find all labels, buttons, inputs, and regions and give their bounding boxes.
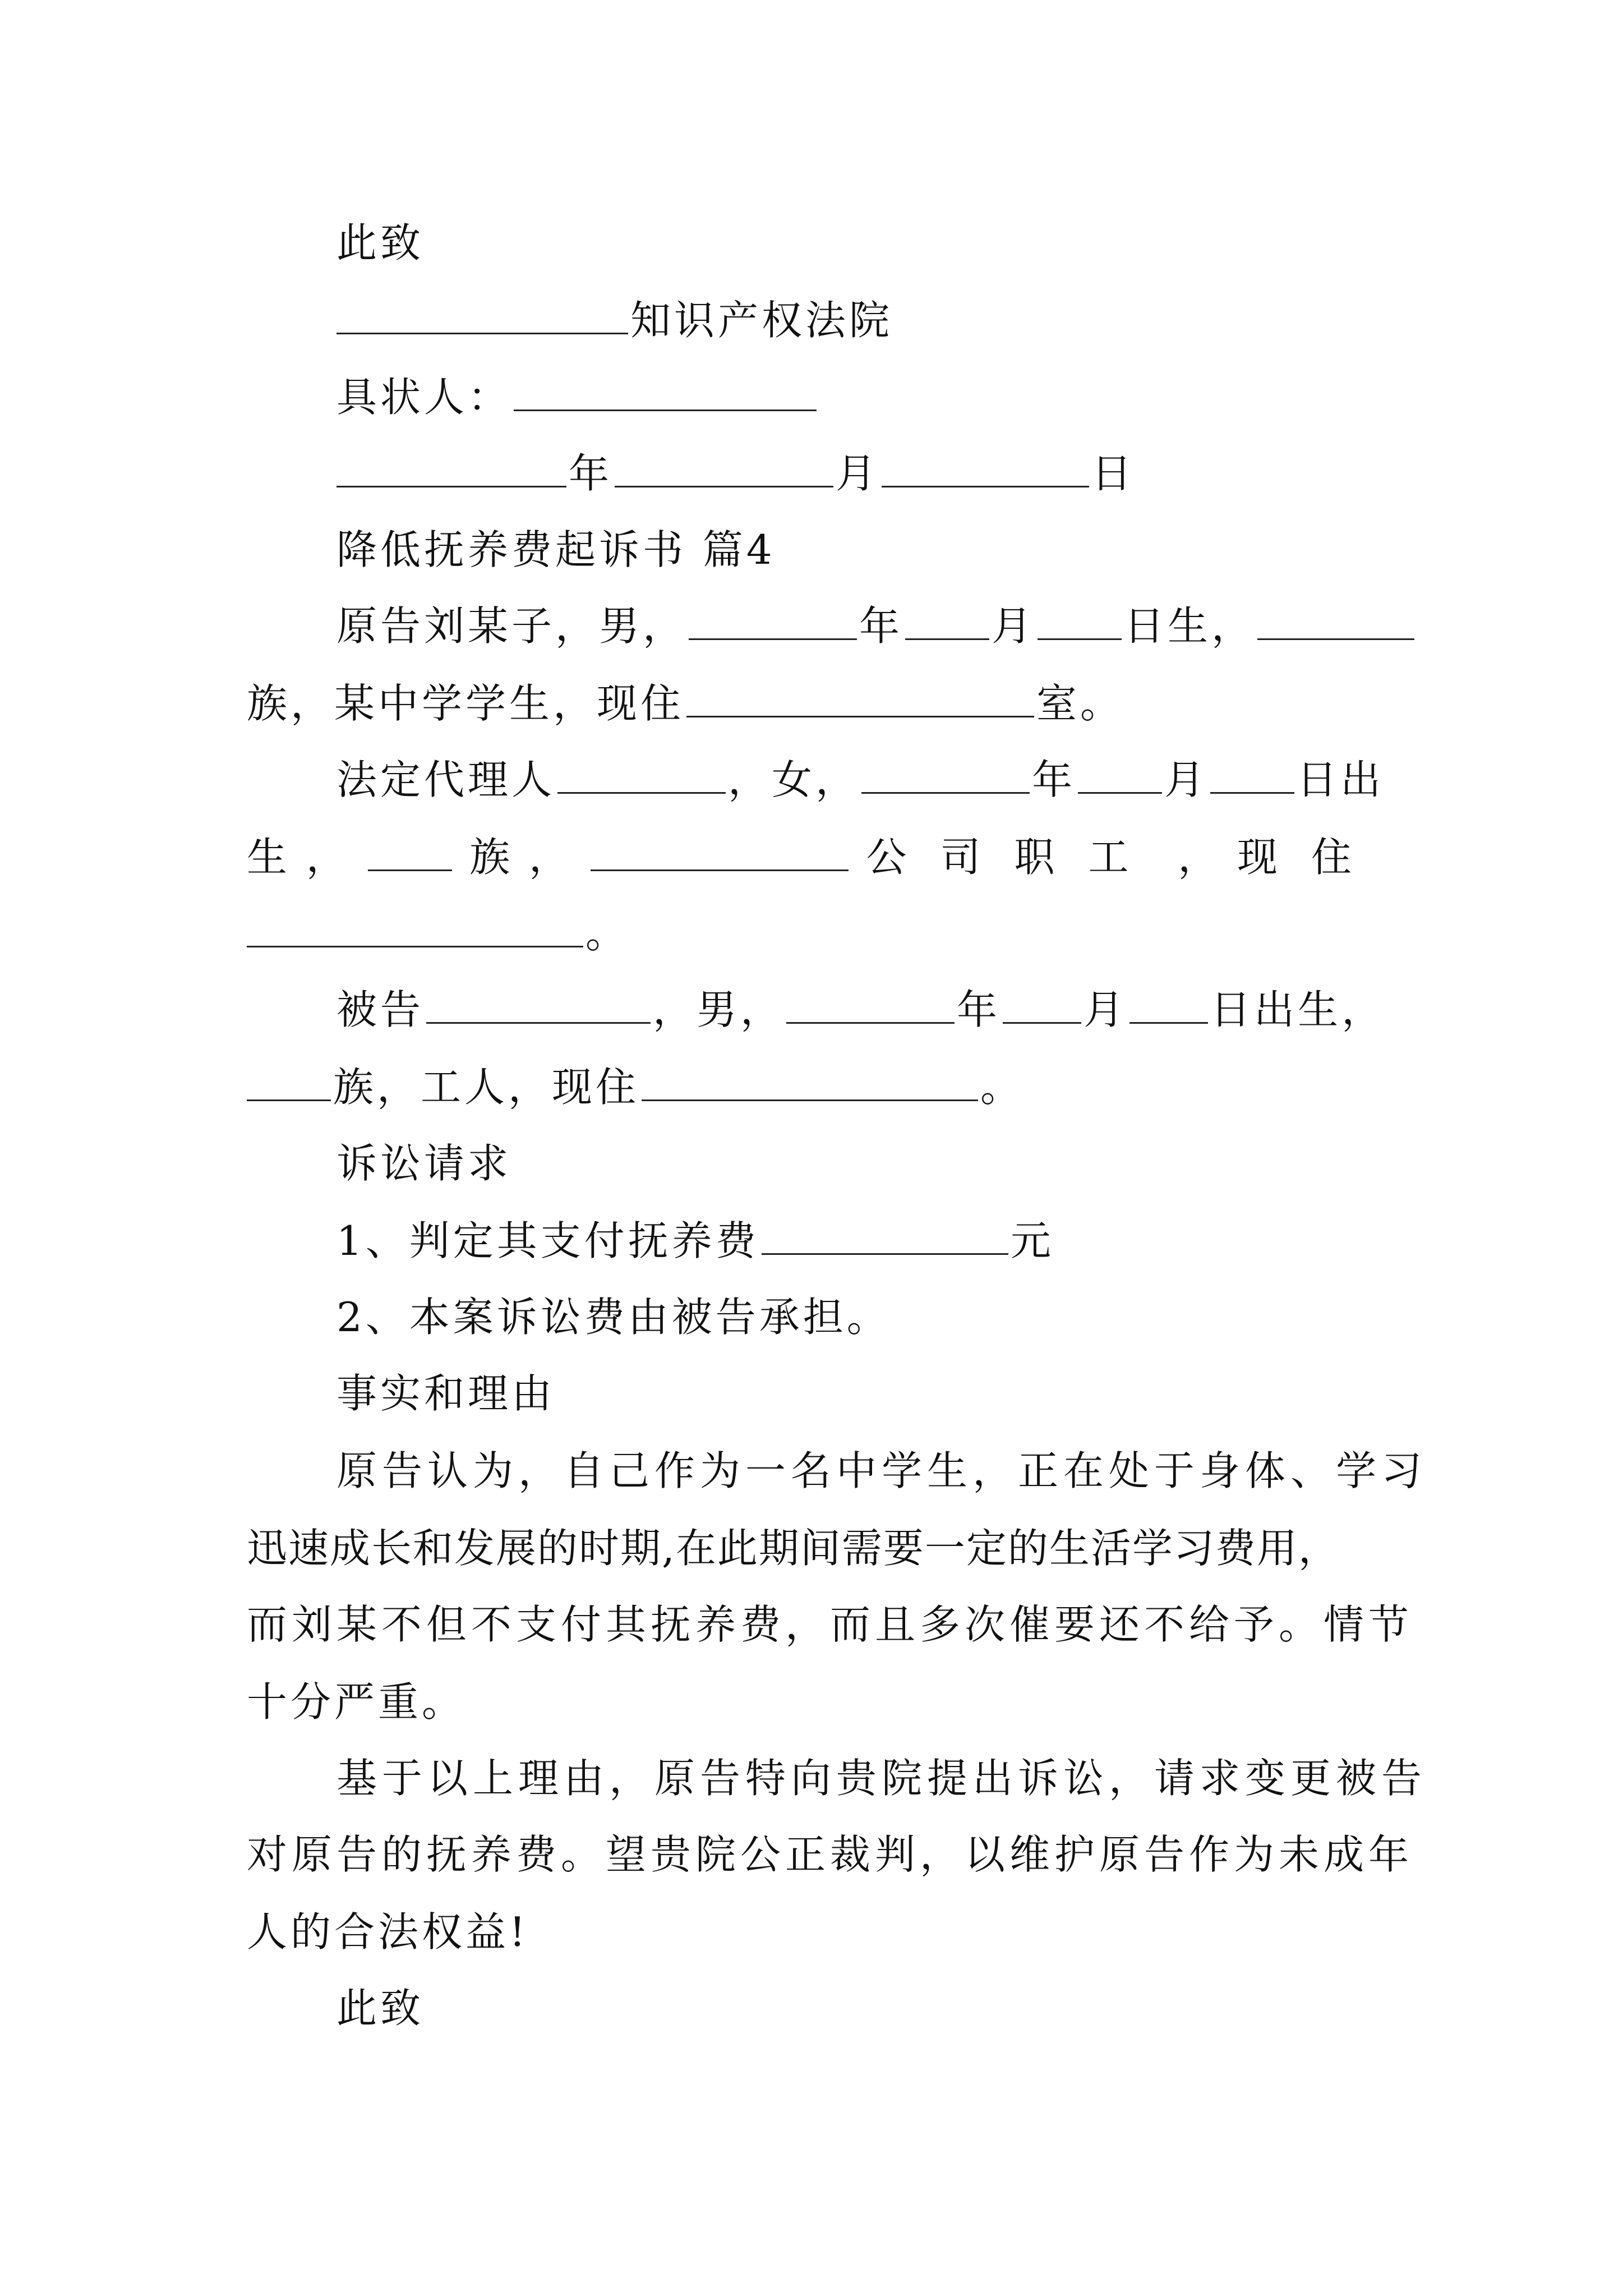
- day-blank: [882, 447, 1089, 487]
- plaintiff-birth-label: 日生，: [1124, 602, 1256, 650]
- agent-comma: ，: [1178, 834, 1222, 881]
- agent-address-label: 现住: [1237, 834, 1385, 881]
- section-title: 降低抚养费起诉书 篇4: [336, 526, 776, 573]
- defendant-year-label: 年: [957, 986, 1001, 1033]
- claim-unit: 元: [1010, 1217, 1054, 1264]
- agent-year-label: 年: [1032, 756, 1076, 803]
- defendant-day-blank: [1129, 983, 1208, 1024]
- agent-ethnic-blank: [368, 830, 452, 871]
- agent-line-1: [336, 753, 1385, 807]
- agent-zu: 族: [469, 834, 514, 881]
- defendant-year-blank: [786, 983, 955, 1024]
- facts-title: 事实和理由: [336, 1370, 556, 1417]
- agent-end: 。: [585, 910, 630, 957]
- agent-comma: ，: [306, 834, 350, 881]
- defendant-end: 。: [980, 1064, 1025, 1111]
- plaintiff-ethnic-blank: [1257, 599, 1414, 640]
- plaintiff-day-blank: [1038, 599, 1122, 640]
- facts-line-2: 迅速成长和发展的时期,在此期间需要一定的生活学习费用，: [247, 1525, 1340, 1572]
- defendant-line-1: [336, 983, 1385, 1037]
- agent-line-2: [247, 830, 1385, 884]
- agent-month-label: 月: [1164, 756, 1209, 803]
- agent-name-blank: [557, 753, 726, 794]
- year-label: 年: [569, 450, 613, 497]
- signer-blank: [514, 370, 817, 411]
- closing-text: 此致: [336, 1985, 425, 2032]
- agent-company-blank: [591, 830, 849, 871]
- date-line: [336, 447, 1385, 500]
- plaintiff-line-1: [336, 599, 1385, 653]
- plaintiff-year-label: 年: [859, 602, 903, 650]
- plaintiff-month-label: 月: [992, 602, 1036, 650]
- signer-line: [336, 370, 1385, 424]
- agent-company-label: 公司职工: [866, 834, 1163, 881]
- defendant-ethnic-blank: [247, 1060, 331, 1101]
- plaintiff-label: 原告刘某子，男，: [336, 602, 687, 650]
- agent-line-3: [247, 907, 1385, 960]
- agent-month-blank: [1078, 753, 1162, 794]
- plaintiff-room-label: 室。: [1036, 680, 1124, 727]
- facts-line-4: 十分严重。: [247, 1678, 466, 1726]
- defendant-month-label: 月: [1083, 986, 1128, 1033]
- basis-line-2: 对原告的抚养费。望贵院公正裁判，以维护原告作为未成年: [247, 1831, 1414, 1878]
- defendant-gender: ，男，: [653, 986, 785, 1033]
- agent-year-blank: [861, 753, 1030, 794]
- agent-gender: ，女，: [728, 756, 860, 803]
- agent-sheng: 生: [247, 834, 291, 881]
- plaintiff-line-2: [247, 677, 1385, 730]
- defendant-birth-label: 日出生，: [1210, 986, 1386, 1033]
- defendant-label: 被告: [336, 986, 425, 1033]
- court-name-blank: [336, 293, 628, 334]
- defendant-address-blank: [642, 1060, 978, 1101]
- court-line: [336, 293, 1385, 347]
- plaintiff-address-blank: [686, 677, 1034, 717]
- agent-birth-label: 日出: [1297, 756, 1385, 803]
- plaintiff-address-label: 族，某中学学生，现住: [247, 680, 685, 727]
- defendant-address-label: 族，工人，现住: [333, 1064, 640, 1111]
- court-suffix: 知识产权法院: [630, 297, 893, 344]
- plaintiff-year-blank: [689, 599, 857, 640]
- claim-1-text: 1、判定其支付抚养费: [336, 1217, 759, 1264]
- basis-line-1: 基于以上理由，原告特向贵院提出诉讼，请求变更被告: [336, 1755, 1427, 1802]
- agent-address-blank: [247, 907, 583, 947]
- agent-day-blank: [1210, 753, 1294, 794]
- defendant-name-blank: [426, 983, 651, 1024]
- closing-text: 此致: [336, 219, 425, 266]
- claims-title: 诉讼请求: [336, 1140, 512, 1187]
- signer-label: 具状人：: [336, 374, 512, 421]
- agent-label: 法定代理人: [336, 756, 556, 803]
- facts-line-1: 原告认为，自己作为一名中学生，正在处于身体、学习: [336, 1447, 1427, 1494]
- day-label: 日: [1091, 450, 1136, 497]
- month-blank: [615, 447, 833, 487]
- plaintiff-month-blank: [905, 599, 989, 640]
- claim-2: 2、本案诉讼费由被告承担。: [336, 1294, 891, 1341]
- month-label: 月: [836, 450, 880, 497]
- defendant-month-blank: [1003, 983, 1081, 1024]
- claim-1: [336, 1214, 1385, 1268]
- defendant-line-2: [247, 1060, 1385, 1114]
- facts-line-3: 而刘某不但不支付其抚养费，而且多次催要还不给予。情节: [247, 1601, 1414, 1648]
- basis-line-3: 人的合法权益!: [247, 1908, 529, 1955]
- agent-comma: ，: [528, 834, 573, 881]
- year-blank: [336, 447, 566, 487]
- claim-amount-blank: [762, 1214, 1008, 1255]
